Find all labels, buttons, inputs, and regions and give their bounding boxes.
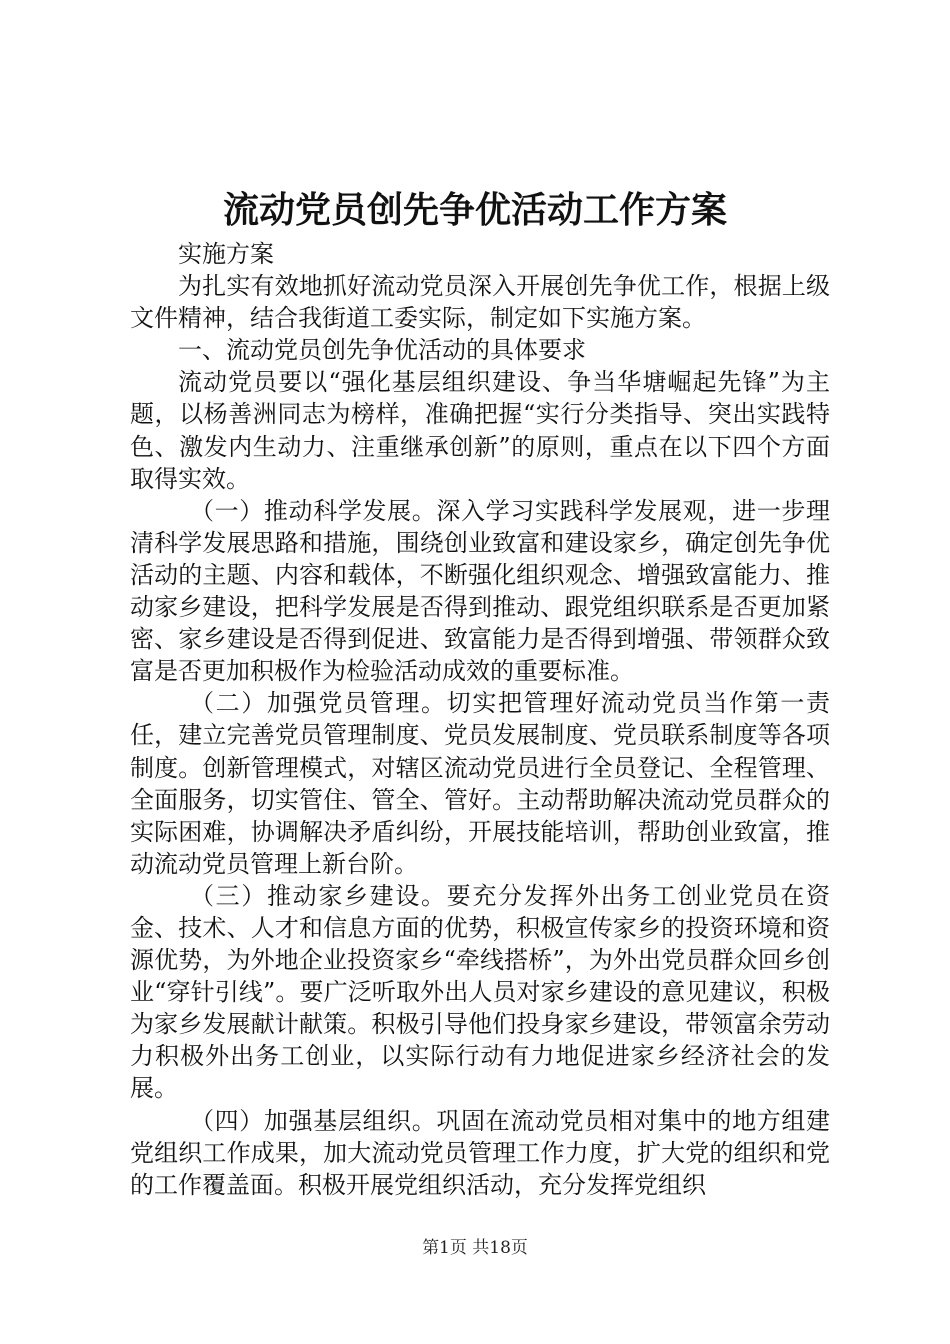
paragraph-item-two: （二）加强党员管理。切实把管理好流动党员当作第一责任，建立完善党员管理制度、党员发展制度、党员联系制度等各项制度。创新管理模式，对辖区流动党员进行全员登记、全程管理、全面服务，切实管住、管全、管好。主动帮助解决流动党员群众的实际困难，协调解决矛盾纠纷，开展技能培训，帮助创业致富，推动流动党员管理上新台阶。	[130, 689, 830, 878]
document-title: 流动党员创先争优活动工作方案	[222, 189, 727, 231]
paragraph-item-three: （三）推动家乡建设。要充分发挥外出务工创业党员在资金、技术、人才和信息方面的优势，积极宣传家乡的投资环境和资源优势，为外地企业投资家乡“牵线搭桥”，为外出党员群众回乡创业“穿针引线”。要广泛听取外出人员对家乡建设的意见建议，积极为家乡发展献计献策。积极引导他们投身家乡建设，带领富余劳动力积极外出务工创业，以实际行动有力地促进家乡经济社会的发展。	[130, 881, 830, 1103]
paragraph-theme: 流动党员要以“强化基层组织建设、争当华塘崛起先锋”为主题，以杨善洲同志为榜样，准确把握“实行分类指导、突出实践特色、激发内生动力、注重继承创新”的原则，重点在以下四个方面取得实效。	[130, 368, 830, 493]
paragraph-heading-plan: 实施方案	[178, 240, 274, 268]
paragraph-section-one-heading: 一、流动党员创先争优活动的具体要求	[178, 336, 586, 365]
paragraph-intro: 为扎实有效地抓好流动党员深入开展创先争优工作，根据上级文件精神，结合我街道工委实际，制定如下实施方案。	[130, 272, 830, 333]
document-body	[130, 238, 830, 1201]
paragraph-item-one: （一）推动科学发展。深入学习实践科学发展观，进一步理清科学发展思路和措施，围绕创业致富和建设家乡，确定创先争优活动的主题、内容和载体，不断强化组织观念、增强致富能力、推动家乡建设，把科学发展是否得到推动、跟党组织联系是否更加紧密、家乡建设是否得到促进、致富能力是否得到增强、带领群众致富是否更加积极作为检验活动成效的重要标准。	[130, 496, 830, 686]
page-number-footer: 第1页 共18页	[422, 1238, 528, 1258]
paragraph-item-four: （四）加强基层组织。巩固在流动党员相对集中的地方组建党组织工作成果，加大流动党员管理工作力度，扩大党的组织和党的工作覆盖面。积极开展党组织活动，充分发挥党组织	[130, 1106, 830, 1199]
